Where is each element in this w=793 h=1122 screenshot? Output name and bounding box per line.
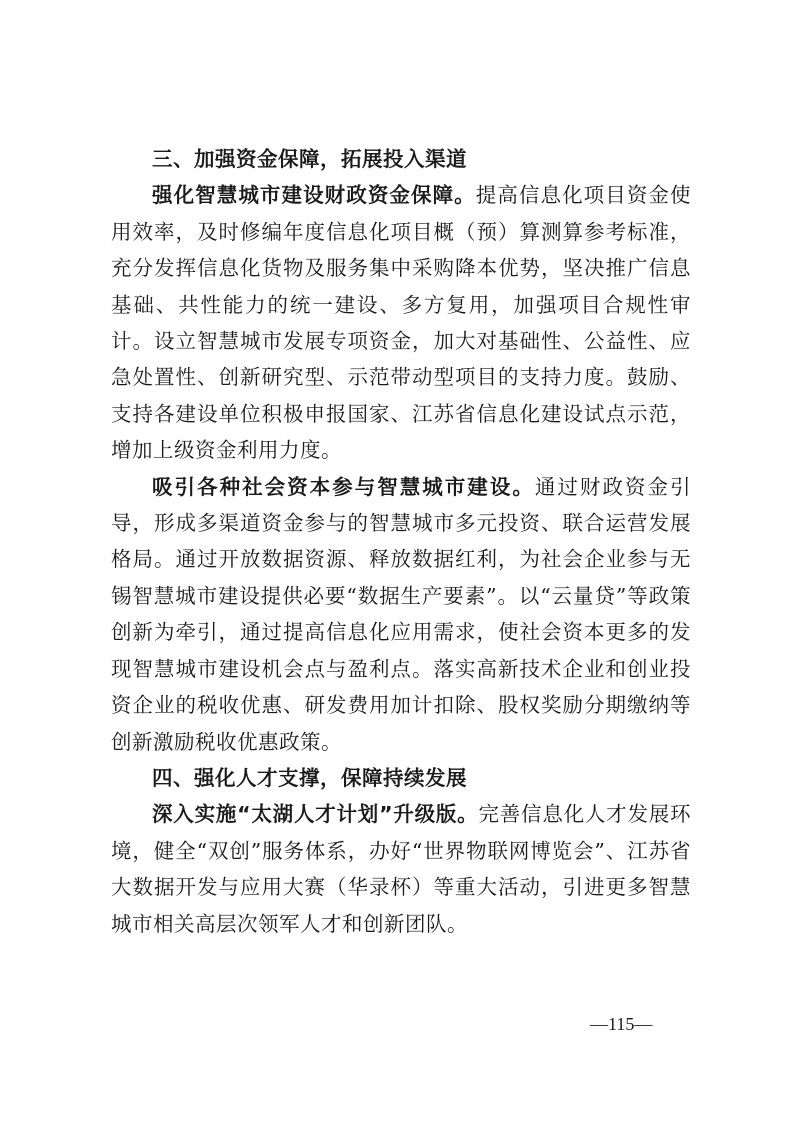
paragraph-text-taihu-talent: 完善信息化人才发展环境，健全“双创”服务体系，办好“世界物联网博览会”、江苏省大数据开发与应用大赛（华录杯）等重大活动，引进更多智慧城市相关高层次领军人才和创新团队。 xyxy=(111,802,692,936)
document-body xyxy=(111,141,691,942)
paragraph-text-social-capital: 通过财政资金引导，形成多渠道资金参与的智慧城市多元投资、联合运营发展格局。通过开放数据资源、释放数据红利，为社会企业参与无锡智慧城市建设提供必要“数据生产要素”。以“云量贷”等政策创新为牵引，通过提高信息化应用需求，使社会资本更多的发现智慧城市建设机会点与盈利点。落实高新技术企业和创业投资企业的税收优惠、研发费用加计扣除、股权奖励分期缴纳等创新激励税收优惠政策。 xyxy=(111,474,692,754)
paragraph-lead-fiscal-funding: 强化智慧城市建设财政资金保障。 xyxy=(152,183,476,208)
page-number: —115— xyxy=(590,1014,653,1034)
paragraph-lead-social-capital: 吸引各种社会资本参与智慧城市建设。 xyxy=(152,474,535,499)
section-heading-funding: 三、加强资金保障，拓展投入渠道 xyxy=(152,147,467,171)
paragraph-lead-taihu-talent: 深入实施“太湖人才计划”升级版。 xyxy=(152,802,479,827)
paragraph-text-fiscal-funding: 提高信息化项目资金使用效率，及时修编年度信息化项目概（预）算测算参考标准，充分发挥信息化货物及服务集中采购降本优势，坚决推广信息基础、共性能力的统一建设、多方复用，加强项目合规性审计。设立智慧城市发展专项资金，加大对基础性、公益性、应急处置性、创新研究型、示范带动型项目的支持力度。鼓励、支持各建设单位积极申报国家、江苏省信息化建设试点示范，增加上级资金利用力度。 xyxy=(111,183,691,463)
section-heading-talent: 四、强化人才支撑，保障持续发展 xyxy=(152,765,467,790)
paragraph-fiscal-funding xyxy=(111,177,691,468)
paragraph-taihu-talent xyxy=(111,796,691,942)
paragraph-social-capital xyxy=(111,469,691,760)
